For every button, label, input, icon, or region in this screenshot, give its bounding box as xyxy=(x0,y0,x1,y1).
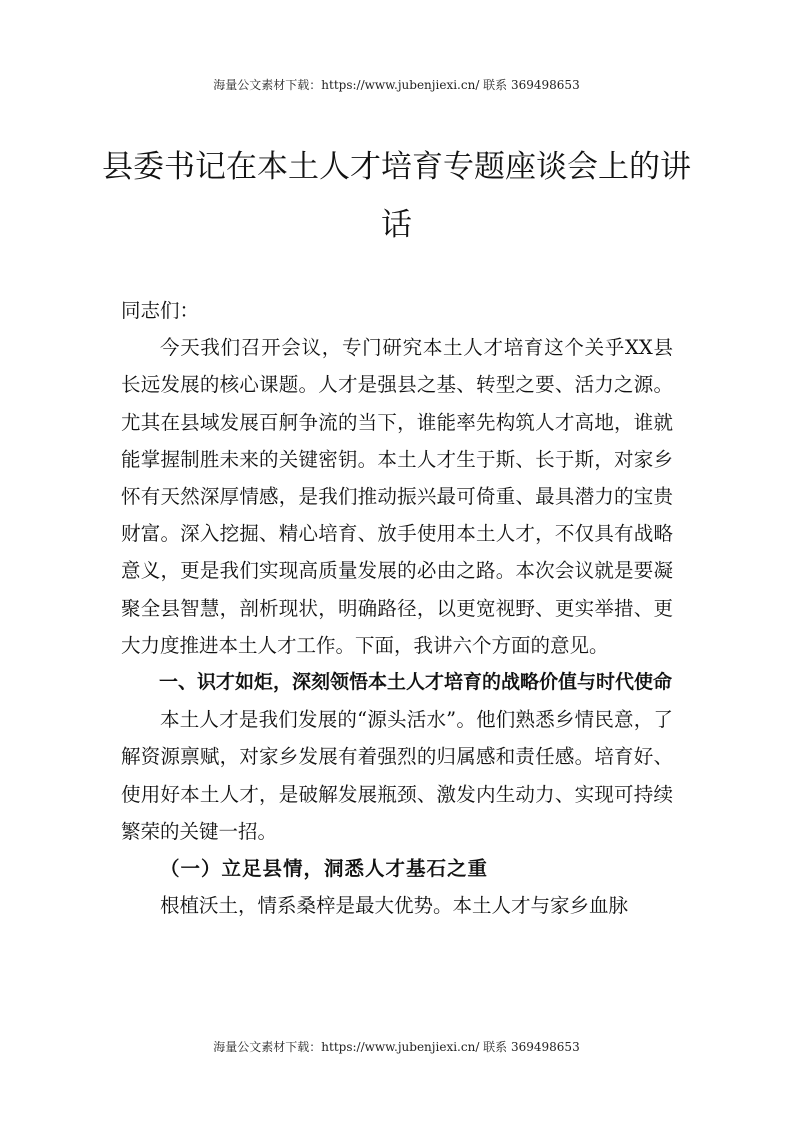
paragraph-subsection-1: 根植沃土，情系桑梓是最大优势。本土人才与家乡血脉 xyxy=(160,894,629,918)
paragraph-section-1: 本土人才是我们发展的“源头活水”。他们熟悉乡情民意，了解资源禀赋，对家乡发展有着强烈的归属感和责任感。培育好、使用好本土人才，是破解发展瓶颈、激发内生动力、实现可持续繁荣的关键一招。 xyxy=(121,708,673,843)
section-heading-1: 一、识才如炬，深刻领悟本土人才培育的战略价值与时代使命 xyxy=(159,671,673,694)
document-body xyxy=(121,292,673,924)
page-footer: 海量公文素材下载：https://www.jubenjiexi.cn/ 联系 369498653 xyxy=(213,1040,580,1054)
page-header: 海量公文素材下载：https://www.jubenjiexi.cn/ 联系 369498653 xyxy=(213,78,580,92)
salutation: 同志们： xyxy=(121,299,200,322)
subsection-heading-1: （一）立足县情，洞悉人才基石之重 xyxy=(160,857,489,881)
document-title: 县委书记在本土人才培育专题座谈会上的讲话 xyxy=(102,149,691,243)
paragraph-intro: 今天我们召开会议，专门研究本土人才培育这个关乎XX县长远发展的核心课题。人才是强县之基、转型之要、活力之源。尤其在县域发展百舸争流的当下，谁能率先构筑人才高地，谁就能掌握制胜未来的关键密钥。本土人才生于斯、长于斯，对家乡怀有天然深厚情感，是我们推动振兴最可倚重、最具潜力的宝贵财富。深入挖掘、精心培育、放手使用本土人才，不仅具有战略意义，更是我们实现高质量发展的必由之路。本次会议就是要凝聚全县智慧，剖析现状，明确路径，以更宽视野、更实举措、更大力度推进本土人才工作。下面，我讲六个方面的意见。 xyxy=(121,336,673,657)
